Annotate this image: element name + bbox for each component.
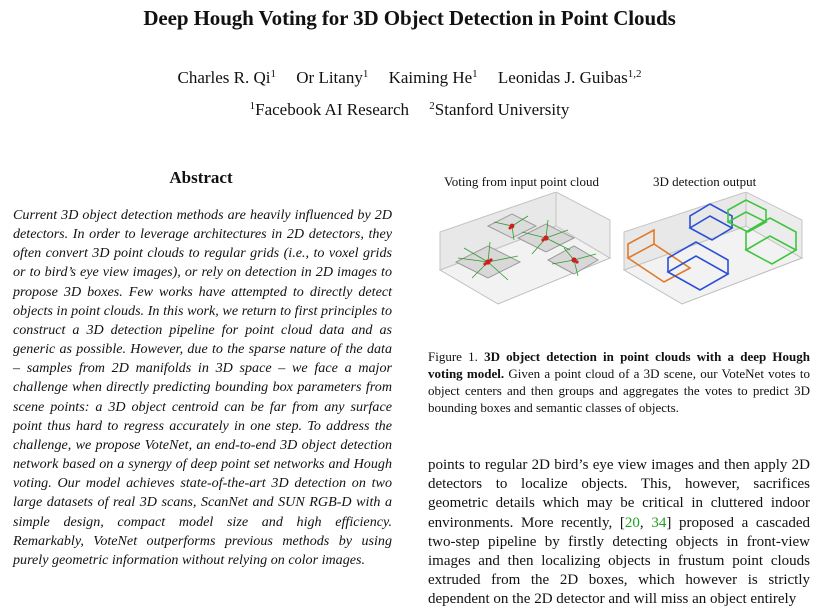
- paper-title: Deep Hough Voting for 3D Object Detection in Point Clouds: [143, 6, 676, 30]
- intro-paragraph: points to regular 2D bird’s eye view images and then apply 2D detectors to localize objects. This, however, sacrifices geometric details which may be critical in cluttered indoor environments. More recently, [20, 34] proposed a cascaded two-step pipeline by firstly detecting objects in front-view images and then localizing objects in frustum point clouds extruded from the 2D boxes, which however is strictly dependent on the 2D detector and will miss an object entirely: [428, 457, 811, 608]
- affiliation-list: [0, 100, 819, 120]
- figure-1: [428, 170, 813, 350]
- figure-right-label: 3D detection output: [653, 174, 757, 189]
- affiliation: $^2$Stanford University: [429, 100, 570, 119]
- author: Or Litany$^1$: [296, 68, 369, 87]
- abstract-heading: Abstract: [169, 168, 233, 187]
- citation-link[interactable]: 34: [651, 514, 667, 531]
- author: Kaiming He$^1$: [388, 68, 478, 87]
- figure-left-label: Voting from input point cloud: [444, 174, 600, 189]
- detection-panel: [624, 192, 802, 304]
- citation-link[interactable]: 20: [624, 514, 640, 531]
- author: Leonidas J. Guibas$^{1,2}$: [497, 68, 642, 87]
- figure-illustration: [428, 192, 813, 320]
- author-list: [0, 68, 819, 88]
- abstract-text: Current 3D object detection methods are heavily influenced by 2D detectors. In order to leverage architectures in 2D detectors, they often convert 3D point clouds to regular grids (i.e., to voxel grids or to bird’s eye view images), or rely on detection in 2D images to propose 3D boxes. Few works have attempted to directly detect objects in point clouds. In this work, we return to first principles to construct a 3D detection pipeline for point cloud data and as generic as possible. However, due to the sparse nature of the data – samples from 2D manifolds in 3D space – we face a major challenge when directly predicting bounding box parameters from scene points: a 3D object centroid can be far from any surface point thus hard to regress accurately in one step. To address the challenge, we propose VoteNet, an end-to-end 3D object detection network based on a synergy of deep point set networks and Hough voting. Our model achieves state-of-the-art 3D detection on two large datasets of real 3D scans, ScanNet and SUN RGB-D with a simple design, compact model size and high efficiency. Remarkably, VoteNet outperforms previous methods by using purely geometric information without relying on color images.: [13, 207, 392, 568]
- figure-caption: Figure 1. 3D object detection in point clouds with a deep Hough voting model. Given a point cloud of a 3D scene, our VoteNet votes to object centers and then groups and aggregates the votes to predict 3D bounding boxes and semantic classes of objects.: [428, 349, 810, 415]
- voting-panel: [440, 192, 610, 304]
- author: Charles R. Qi$^1$: [177, 68, 277, 87]
- affiliation: $^1$Facebook AI Research: [249, 100, 410, 119]
